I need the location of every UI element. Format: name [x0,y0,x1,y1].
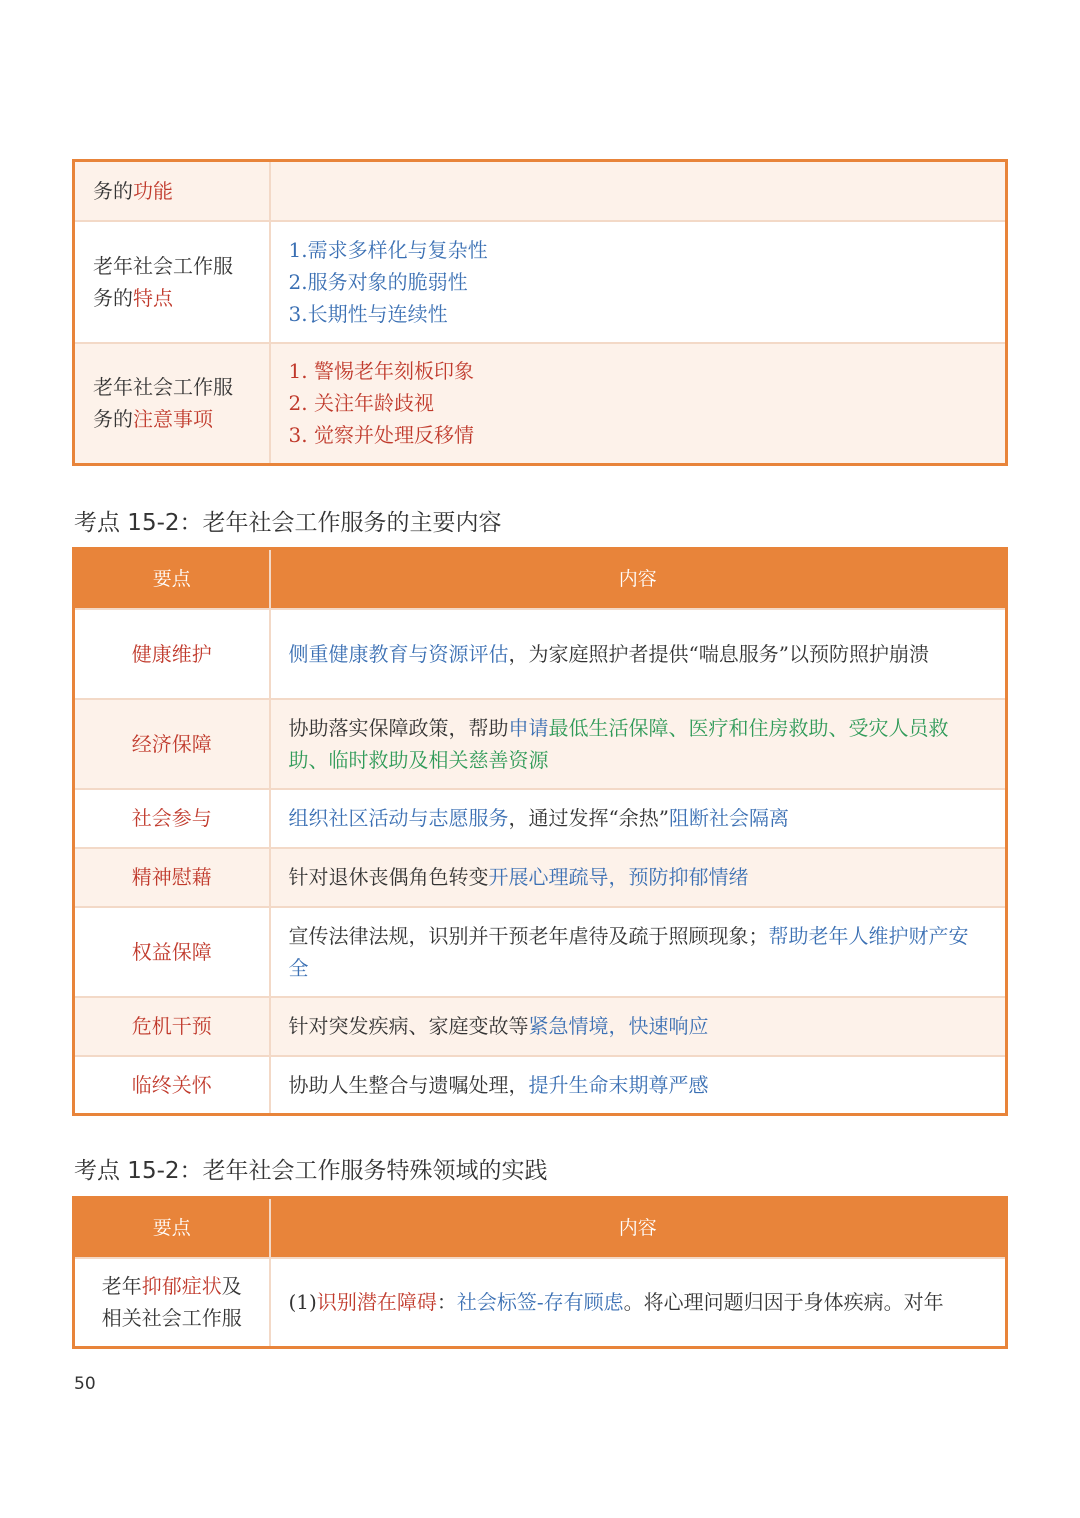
table-row [74,1258,1007,1348]
text-plain: 。将心理问题归因于身体疾病。对年 [623,1290,944,1315]
row-content [270,699,1007,789]
list-item: 1.需求多样化与复杂性 [288,237,488,262]
table-row [74,789,1007,848]
label-highlight: 特点 [133,285,173,310]
text-plain: 协助落实保障政策，帮助 [288,715,509,740]
text-highlight: 紧急情境，快速响应 [528,1014,709,1038]
row-key: 经济保障 [74,699,270,789]
column-header-key: 要点 [74,549,270,609]
row-key: 社会参与 [74,789,270,848]
table-row [74,907,1007,997]
continued-table [72,159,1008,466]
text-highlight: 申请 [508,715,549,740]
label-text: 老年社会工作服务的 [93,375,233,432]
list-item: 2.服务对象的脆弱性 [288,269,468,294]
table-row [74,997,1007,1056]
table-row [74,848,1007,907]
row-content [270,848,1007,907]
text-plain: 及相关社会工作服 [101,1274,242,1331]
text-highlight: 社会标签-存有顾虑 [456,1290,624,1315]
table-row [74,699,1007,789]
text-highlight: 提升生命末期尊严感 [528,1072,709,1097]
table-row [74,161,1007,221]
text-plain: ： [436,1290,457,1315]
row-key: 临终关怀 [74,1056,270,1115]
column-header-content: 内容 [270,549,1007,609]
section-heading: 考点 15-2：老年社会工作服务的主要内容 [74,510,502,536]
table-header-row [74,549,1007,609]
label-text: 老年社会工作服务的 [93,253,233,310]
row-key: 精神慰藉 [74,848,270,907]
special-practice-table [72,1196,1008,1349]
row-content [270,789,1007,848]
text-highlight: 侧重健康教育与资源评估 [288,641,509,666]
row-content [270,907,1007,997]
row-key: 危机干预 [74,997,270,1056]
text-plain: 宣传法律法规，识别并干预老年虐待及疏于照顾现象； [288,923,769,948]
text-plain: 针对退休丧偶角色转变 [288,865,489,889]
section-heading: 考点 15-2：老年社会工作服务特殊领域的实践 [74,1158,548,1184]
row-label [74,221,270,343]
row-content [270,221,1007,343]
label-text: 务的 [93,178,133,203]
text-highlight: 最低生活保障、医疗和住房救助、受灾人员救助、临时救助及相关慈善资源 [288,715,949,772]
row-content [270,1258,1007,1348]
text-highlight: 抑郁症状 [141,1274,222,1299]
table-row [74,609,1007,699]
label-highlight: 注意事项 [133,407,213,432]
row-label [74,161,270,221]
list-item: 3. 觉察并处理反移情 [288,423,474,448]
row-content [270,997,1007,1056]
column-header-key: 要点 [74,1198,270,1258]
text-plain: 针对突发疾病、家庭变故等 [288,1014,529,1038]
row-content [270,609,1007,699]
column-header-content: 内容 [270,1198,1007,1258]
page-number: 50 [74,1374,96,1394]
text-highlight: 识别潜在障碍 [316,1290,437,1315]
table-row [74,343,1007,465]
text-plain: (1) [288,1290,317,1315]
text-plain: ，为家庭照护者提供“喘息服务”以预防照护崩溃 [508,641,929,666]
table-row [74,221,1007,343]
text-highlight: 组织社区活动与志愿服务 [288,806,509,830]
list-item: 3.长期性与连续性 [288,301,448,326]
label-highlight: 功能 [133,178,173,203]
text-highlight: 帮助老年人维护财产安全 [288,923,969,980]
row-key [74,1258,270,1348]
text-highlight: 开展心理疏导，预防抑郁情绪 [488,865,749,889]
text-plain: 老年 [101,1274,142,1299]
row-label [74,343,270,465]
table-row [74,1056,1007,1115]
row-content [270,1056,1007,1115]
text-highlight: 阻断社会隔离 [668,806,789,830]
main-content-table [72,547,1008,1116]
row-content [270,161,1007,221]
text-plain: 协助人生整合与遗嘱处理， [288,1072,529,1097]
row-key: 权益保障 [74,907,270,997]
table-header-row [74,1198,1007,1258]
text-plain: ，通过发挥“余热” [508,806,669,830]
row-content [270,343,1007,465]
list-item: 1. 警惕老年刻板印象 [288,359,474,384]
row-key: 健康维护 [74,609,270,699]
list-item: 2. 关注年龄歧视 [288,391,434,416]
